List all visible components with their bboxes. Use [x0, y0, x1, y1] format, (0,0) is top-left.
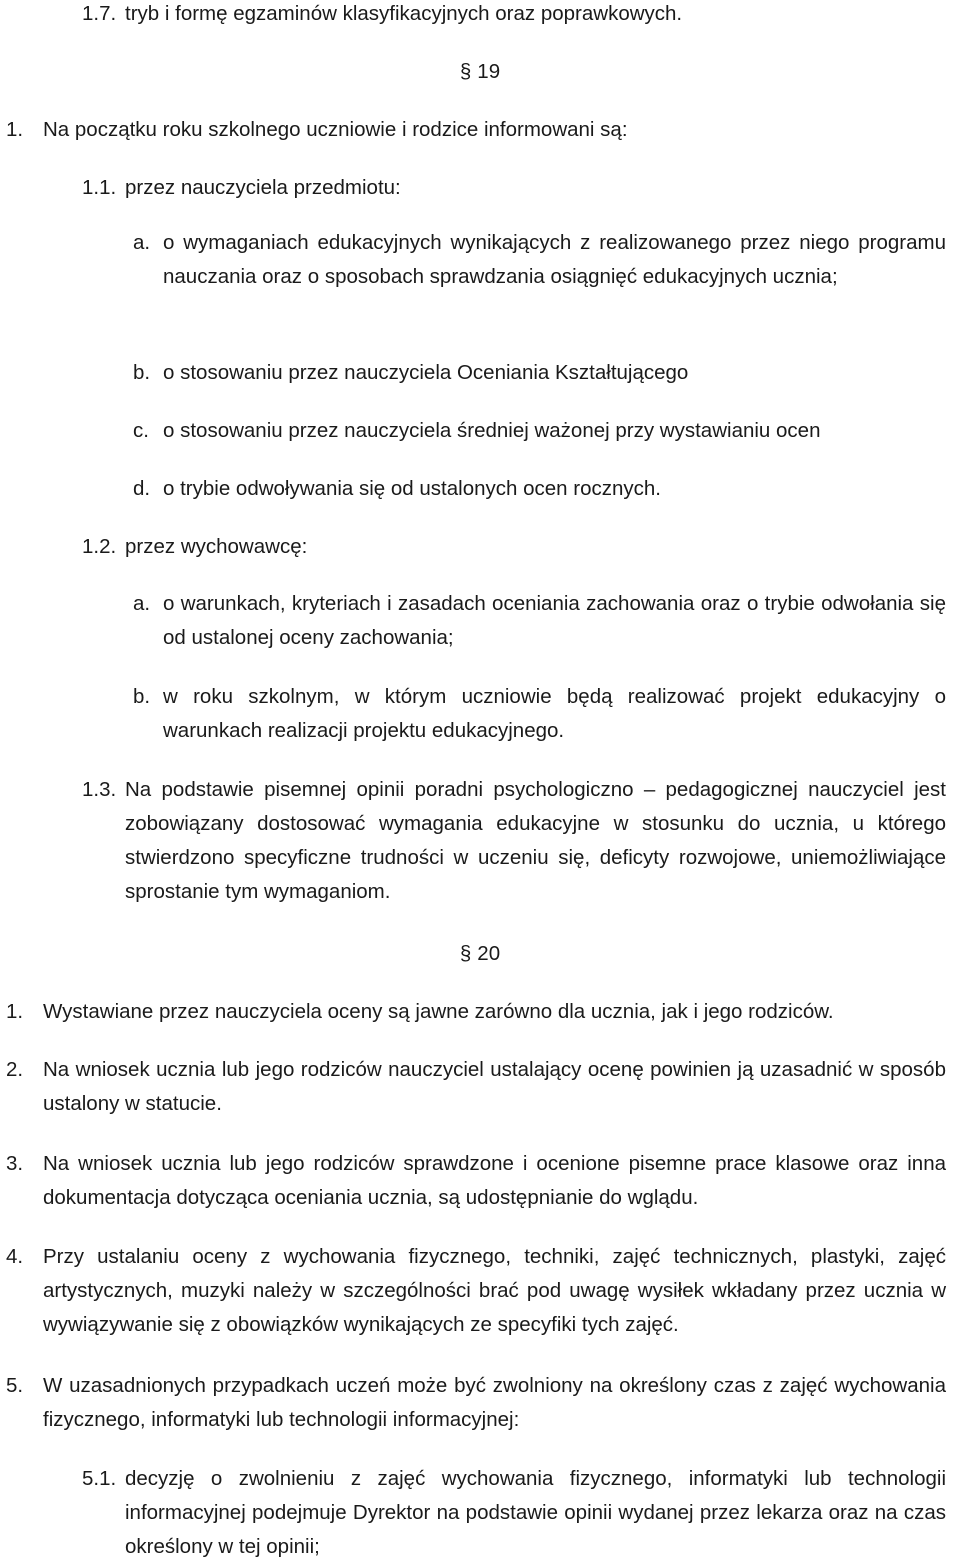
item-text: decyzję o zwolnieniu z zajęć wychowania fizycznego, informatyki lub technologii informacyjnej podejmuje Dyrektor na podstawie opinii wydanej przez lekarza oraz na czas określony w tej opinii; — [125, 1467, 946, 1558]
section-sign: § — [459, 60, 472, 83]
item-number: 1.2. — [82, 535, 117, 558]
item-text: o trybie odwoływania się od ustalonych ocen rocznych. — [163, 477, 661, 500]
list-item — [0, 680, 946, 748]
item-number: 2. — [6, 1058, 24, 1081]
item-text: Przy ustalaniu oceny z wychowania fizycznego, techniki, zajęć technicznych, plastyki, zajęć artystycznych, muzyki należy w szczególności brać pod uwagę wysiłek wkładany przez ucznia w wywiązywanie się z obowiązków wynikających ze specyfiki tych zajęć. — [43, 1245, 946, 1336]
item-text: Na podstawie pisemnej opinii poradni psychologiczno – pedagogicznej nauczyciel jest zobowiązany dostosować wymagania edukacyjne w stosunku do ucznia, u którego stwierdzono specyficzne trudności w uczeniu się, deficyty rozwojowe, uniemożliwiające sprostanie tym wymaganiom. — [125, 778, 946, 903]
item-number: c. — [133, 419, 149, 442]
section-sign: § — [459, 942, 472, 965]
list-item — [0, 226, 946, 294]
item-text: Na wniosek ucznia lub jego rodziców nauczyciel ustalający ocenę powinien ją uzasadnić w sposób ustalony w statucie. — [43, 1058, 946, 1115]
list-item — [0, 773, 946, 909]
item-number: 1.1. — [82, 176, 117, 199]
item-number: d. — [133, 477, 151, 500]
section-heading — [0, 55, 960, 89]
item-number: 1. — [6, 118, 24, 141]
section-number: 20 — [477, 942, 501, 965]
list-item — [0, 995, 946, 1029]
list-item — [0, 472, 946, 506]
list-item — [0, 113, 946, 147]
list-item — [0, 1053, 946, 1121]
list-item — [0, 530, 946, 564]
item-text: Wystawiane przez nauczyciela oceny są jawne zarówno dla ucznia, jak i jego rodziców. — [43, 1000, 834, 1023]
item-number: b. — [133, 361, 151, 384]
item-text: przez wychowawcę: — [125, 535, 308, 558]
item-text: o wymaganiach edukacyjnych wynikających z realizowanego przez niego programu nauczania oraz o sposobach sprawdzania osiągnięć edukacyjnych ucznia; — [163, 231, 946, 288]
item-number: 1.7. — [82, 2, 117, 25]
list-item — [0, 0, 946, 31]
list-item — [0, 1240, 946, 1342]
item-number: b. — [133, 685, 151, 708]
item-number: 4. — [6, 1245, 24, 1268]
list-item — [0, 1369, 946, 1437]
item-text: o stosowaniu przez nauczyciela Oceniania Kształtującego — [163, 361, 689, 384]
item-text: o stosowaniu przez nauczyciela średniej ważonej przy wystawianiu ocen — [163, 419, 821, 442]
item-number: 1.3. — [82, 778, 117, 801]
item-number: 5.1. — [82, 1467, 117, 1490]
list-item — [0, 171, 946, 205]
item-number: a. — [133, 592, 151, 615]
section-number: 19 — [477, 60, 501, 83]
item-text: przez nauczyciela przedmiotu: — [125, 176, 401, 199]
list-item — [0, 1147, 946, 1215]
item-number: 5. — [6, 1374, 24, 1397]
item-text: o warunkach, kryteriach i zasadach oceniania zachowania oraz o trybie odwołania się od ustalonej oceny zachowania; — [163, 592, 946, 649]
item-text: W uzasadnionych przypadkach uczeń może być zwolniony na określony czas z zajęć wychowania fizycznego, informatyki lub technologii informacyjnej: — [43, 1374, 946, 1431]
list-item — [0, 356, 946, 390]
list-item — [0, 1462, 946, 1564]
item-text: Na wniosek ucznia lub jego rodziców sprawdzone i ocenione pisemne prace klasowe oraz inna dokumentacja dotycząca oceniania ucznia, są udostępnianie do wglądu. — [43, 1152, 946, 1209]
item-text: w roku szkolnym, w którym uczniowie będą realizować projekt edukacyjny o warunkach realizacji projektu edukacyjnego. — [163, 685, 946, 742]
item-number: 3. — [6, 1152, 24, 1175]
item-number: a. — [133, 231, 151, 254]
section-heading — [0, 937, 960, 971]
list-item — [0, 587, 946, 655]
item-text: tryb i formę egzaminów klasyfikacyjnych oraz poprawkowych. — [125, 2, 683, 25]
item-text: Na początku roku szkolnego uczniowie i rodzice informowani są: — [43, 118, 628, 141]
list-item — [0, 414, 946, 448]
item-number: 1. — [6, 1000, 24, 1023]
